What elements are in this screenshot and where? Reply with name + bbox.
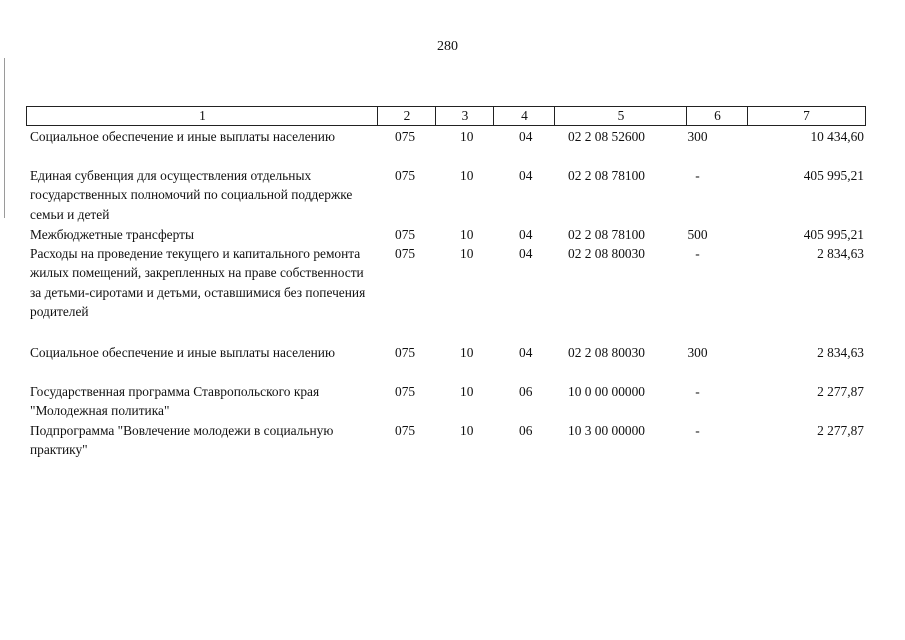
row-name: Государственная программа Ставропольского края "Молодежная политика" [30, 384, 320, 419]
row-subsection: 04 [519, 129, 533, 144]
column-header-3: 3 [435, 106, 494, 126]
row-subsection: 06 [519, 423, 533, 438]
row-section: 10 [460, 423, 474, 438]
row-target-code: 10 0 00 00000 [568, 384, 645, 399]
row-amount: 2 834,63 [817, 246, 864, 261]
row-code-ministry: 075 [395, 384, 416, 399]
row-target-code: 02 2 08 52600 [568, 129, 645, 144]
row-subsection: 04 [519, 246, 533, 261]
row-expense-type: - [695, 168, 700, 183]
row-section: 10 [460, 168, 474, 183]
row-section: 10 [460, 345, 474, 360]
row-amount: 2 834,63 [817, 345, 864, 360]
column-header-4: 4 [493, 106, 555, 126]
row-section: 10 [460, 129, 474, 144]
row-expense-type: 300 [687, 345, 708, 360]
row-target-code: 10 3 00 00000 [568, 423, 645, 438]
row-code-ministry: 075 [395, 227, 416, 242]
row-subsection: 04 [519, 345, 533, 360]
row-target-code: 02 2 08 78100 [568, 168, 645, 183]
row-expense-type: - [695, 423, 700, 438]
row-section: 10 [460, 384, 474, 399]
row-expense-type: 500 [687, 227, 708, 242]
row-code-ministry: 075 [395, 168, 416, 183]
row-target-code: 02 2 08 80030 [568, 345, 645, 360]
column-header-2: 2 [377, 106, 436, 126]
row-expense-type: 300 [687, 129, 708, 144]
row-amount: 405 995,21 [803, 168, 864, 183]
column-header-6: 6 [686, 106, 748, 126]
row-code-ministry: 075 [395, 246, 416, 261]
row-name: Расходы на проведение текущего и капитального ремонта жилых помещений, закрепленных на праве собственности за детьми-сиротами и детьми, оставшимися без попечения родителей [30, 246, 366, 320]
row-section: 10 [460, 227, 474, 242]
scan-edge-line [4, 58, 5, 218]
row-amount: 10 434,60 [810, 129, 864, 144]
column-header-1: 1 [26, 106, 378, 126]
row-amount: 2 277,87 [817, 423, 864, 438]
row-amount: 405 995,21 [803, 227, 864, 242]
row-target-code: 02 2 08 78100 [568, 227, 645, 242]
row-name: Единая субвенция для осуществления отдельных государственных полномочий по социальной поддержке семьи и детей [30, 168, 353, 222]
row-section: 10 [460, 246, 474, 261]
column-header-7: 7 [747, 106, 866, 126]
row-expense-type: - [695, 246, 700, 261]
row-name: Социальное обеспечение и иные выплаты населению [30, 129, 335, 144]
row-subsection: 06 [519, 384, 533, 399]
row-subsection: 04 [519, 227, 533, 242]
row-name: Межбюджетные трансферты [30, 227, 194, 242]
row-expense-type: - [695, 384, 700, 399]
row-name: Подпрограмма "Вовлечение молодежи в социальную практику" [30, 423, 334, 458]
column-header-5: 5 [554, 106, 687, 126]
row-name: Социальное обеспечение и иные выплаты населению [30, 345, 335, 360]
page-number: 280 [437, 39, 458, 54]
row-subsection: 04 [519, 168, 533, 183]
row-code-ministry: 075 [395, 129, 416, 144]
row-amount: 2 277,87 [817, 384, 864, 399]
row-target-code: 02 2 08 80030 [568, 246, 645, 261]
row-code-ministry: 075 [395, 345, 416, 360]
row-code-ministry: 075 [395, 423, 416, 438]
